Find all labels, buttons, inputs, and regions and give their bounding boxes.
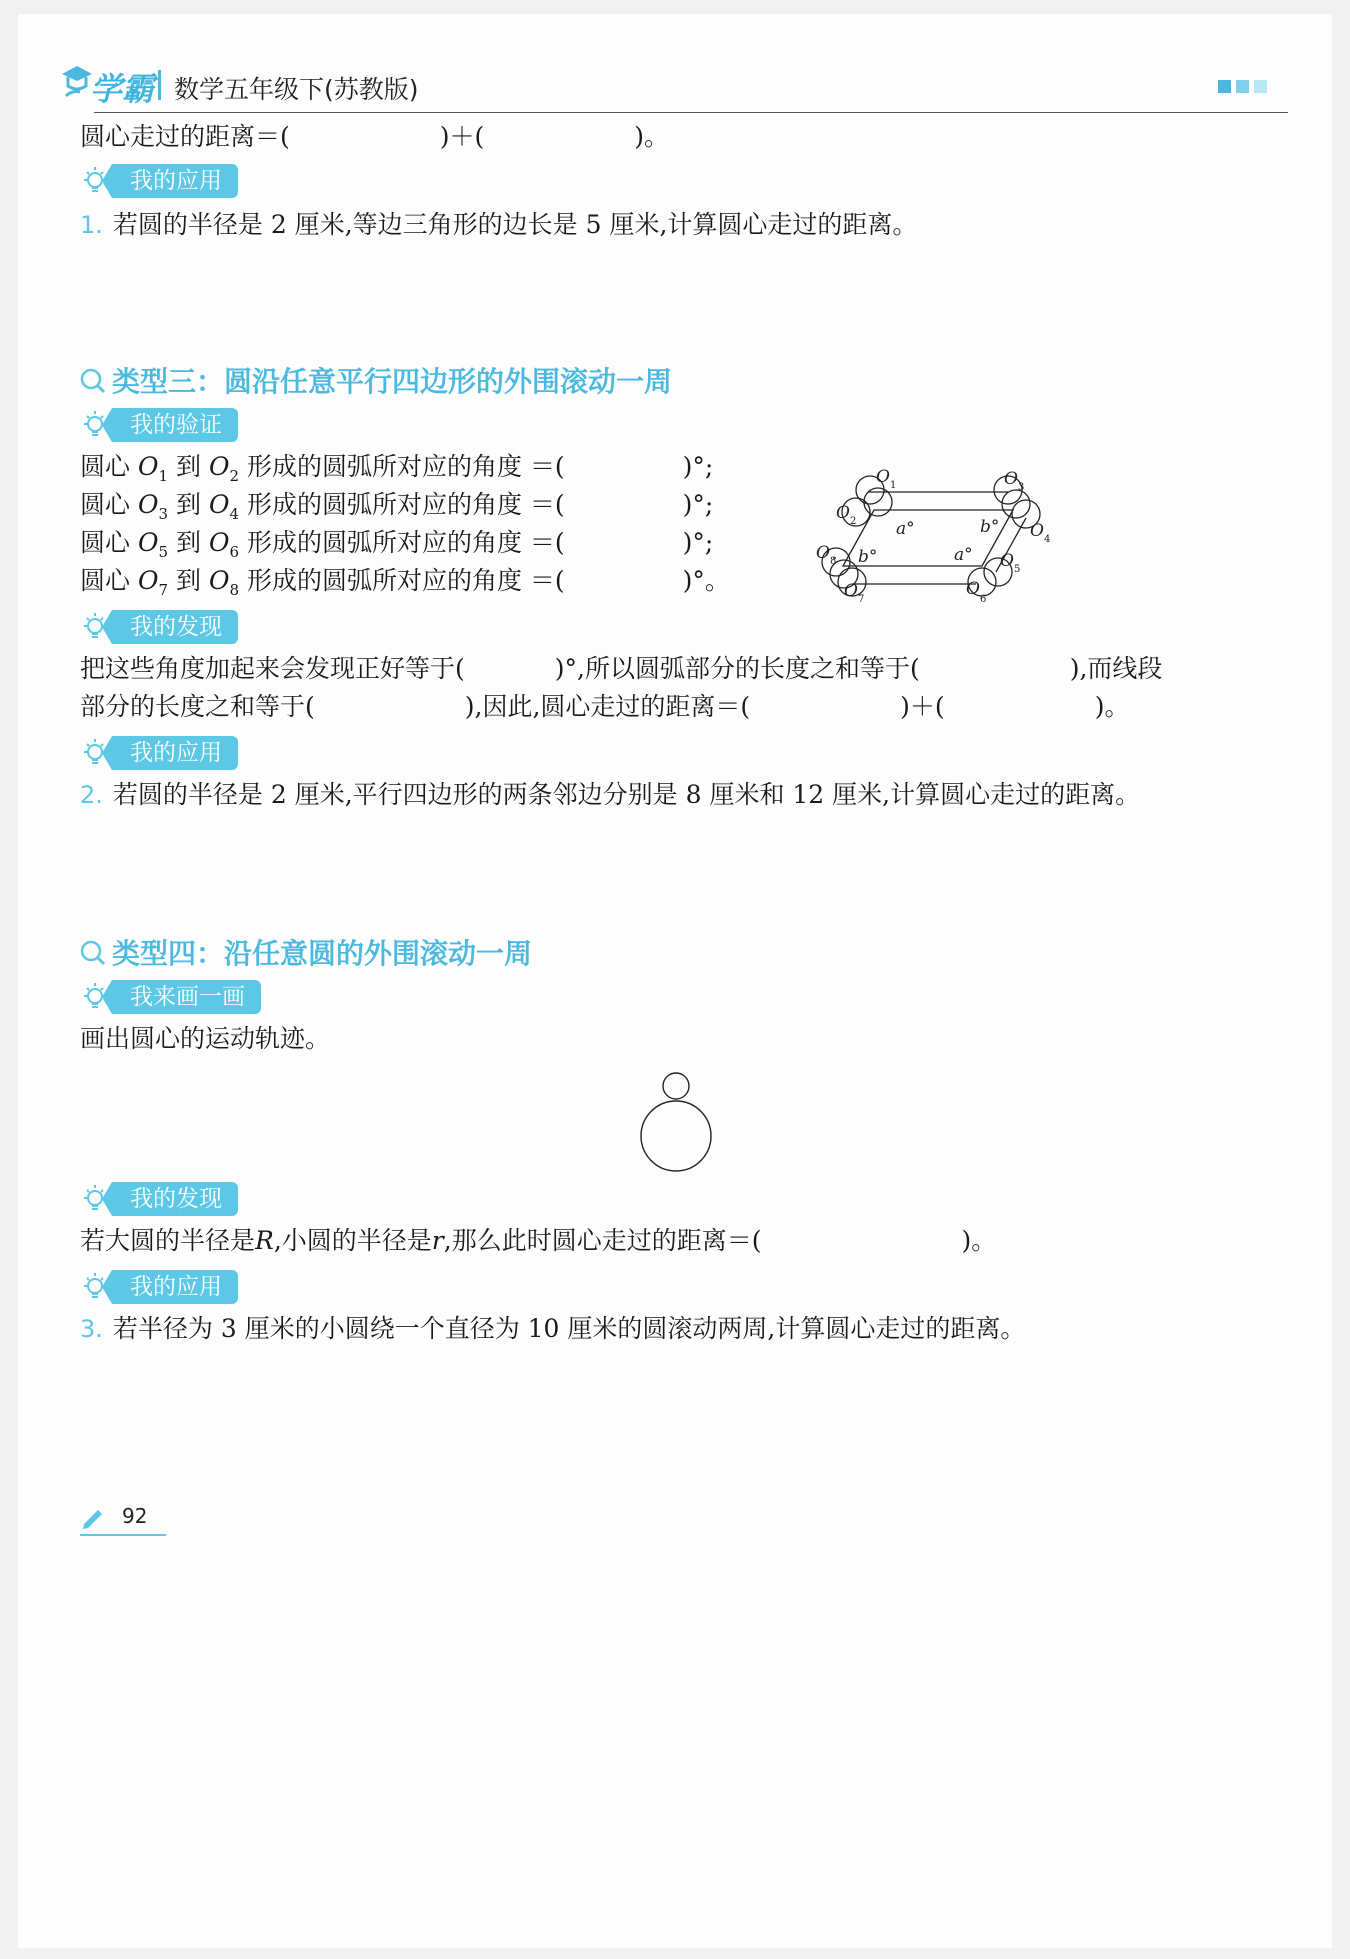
label-o2: O: [836, 503, 850, 523]
label-o4: O: [1030, 521, 1044, 541]
svg-text:3: 3: [1018, 482, 1025, 493]
section-title-type4: 类型四：沿任意圆的外围滚动一周: [78, 932, 532, 972]
header-squares: [1218, 80, 1267, 93]
label-o8: O: [816, 543, 830, 563]
header-divider: [158, 70, 161, 100]
footer-rule: [80, 1534, 166, 1536]
distance-formula-line: 圆心走过的距离＝( )＋( )。: [80, 122, 670, 151]
angle-a-bottom: a°: [954, 545, 973, 565]
angle-row: 圆心 $O_5$ 到 $O_6$ 形成的圆弧所对应的角度 ＝( )°;: [80, 528, 714, 561]
circles-figure: [628, 1068, 728, 1188]
footer: [80, 1502, 170, 1538]
angle-row: 圆心 $O_7$ 到 $O_8$ 形成的圆弧所对应的角度 ＝( )°。: [80, 566, 730, 599]
angle-b-bottom: b°: [858, 547, 878, 567]
angle-row: 圆心 $O_1$ 到 $O_2$ 形成的圆弧所对应的角度 ＝( )°;: [80, 452, 714, 485]
badge-my-verification: 我的验证: [80, 408, 238, 442]
graduation-cap-icon: [60, 62, 94, 102]
magnifier-icon: [78, 365, 108, 395]
badge-my-discovery-1: 我的发现: [80, 610, 238, 644]
badge-let-me-draw: 我来画一画: [80, 980, 261, 1014]
header: [58, 58, 1298, 118]
svg-text:4: 4: [1044, 534, 1051, 545]
label-o6: O: [966, 579, 980, 599]
svg-text:7: 7: [858, 594, 865, 605]
header-rule: [94, 112, 1288, 113]
badge-my-discovery-2: 我的发现: [80, 1182, 238, 1216]
label-o5: O: [1000, 551, 1014, 571]
badge-my-application-1: 我的应用: [80, 164, 238, 198]
question-1: 1. 若圆的半径是 2 厘米,等边三角形的边长是 5 厘米,计算圆心走过的距离。: [80, 210, 918, 239]
svg-text:2: 2: [850, 516, 857, 527]
angle-rows: [80, 450, 730, 602]
logo-text: 学霸: [90, 70, 155, 108]
label-o7: O: [844, 581, 858, 601]
parallelogram-rolling-figure: [808, 454, 1068, 614]
discovery-line-2: 部分的长度之和等于( ),因此,圆心走过的距离＝( )＋( )。: [80, 692, 1130, 721]
section-title-type3: 类型三：圆沿任意平行四边形的外围滚动一周: [78, 360, 672, 400]
book-title: 数学五年级下(苏教版): [174, 75, 419, 104]
svg-text:5: 5: [1014, 564, 1021, 575]
discovery-line-1: 把这些角度加起来会发现正好等于( )°,所以圆弧部分的长度之和等于( ),而线段: [80, 654, 1163, 683]
angle-a-top: a°: [896, 519, 915, 539]
page-number: 92: [122, 1504, 148, 1528]
magnifier-icon: [78, 937, 108, 967]
pencil-icon: [80, 1504, 106, 1530]
svg-text:1: 1: [890, 480, 897, 491]
draw-instruction: 画出圆心的运动轨迹。: [80, 1024, 331, 1053]
badge-my-application-3: 我的应用: [80, 1270, 238, 1304]
svg-text:6: 6: [980, 594, 987, 605]
svg-text:8: 8: [830, 556, 837, 567]
discovery-formula: 若大圆的半径是R,小圆的半径是r,那么此时圆心走过的距离＝( )。: [80, 1226, 997, 1255]
workbook-page: [18, 14, 1332, 1948]
angle-b-top: b°: [980, 517, 1000, 537]
question-3: 3. 若半径为 3 厘米的小圆绕一个直径为 10 厘米的圆滚动两周,计算圆心走过的距离。: [80, 1314, 1026, 1343]
angle-row: 圆心 $O_3$ 到 $O_4$ 形成的圆弧所对应的角度 ＝( )°;: [80, 490, 714, 523]
question-2: 2. 若圆的半径是 2 厘米,平行四边形的两条邻边分别是 8 厘米和 12 厘米,计算圆心走过的距离。: [80, 780, 1141, 809]
label-o3: O: [1004, 469, 1018, 489]
label-o1: O: [876, 467, 890, 487]
badge-my-application-2: 我的应用: [80, 736, 238, 770]
